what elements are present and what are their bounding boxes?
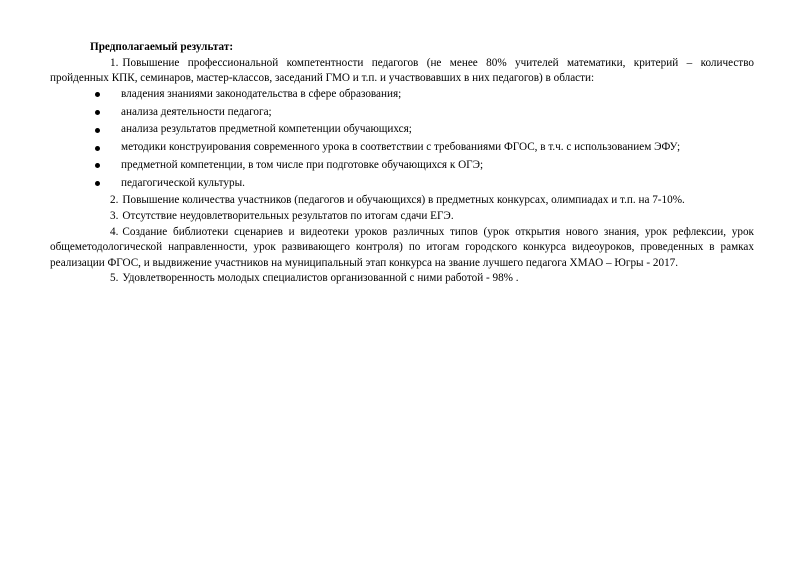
list-item-text: педагогической культуры. bbox=[121, 176, 245, 189]
item-text: Повышение количества участников (педагогов и обучающихся) в предметных конкурсах, олимпиадах и т.п. на 7-10%. bbox=[122, 194, 685, 207]
item-number: 5. bbox=[110, 272, 119, 285]
item-number: 4. bbox=[110, 225, 119, 238]
list-item bbox=[95, 87, 754, 103]
list-item bbox=[95, 140, 754, 156]
item-text: Создание библиотеки сценариев и видеотеки уроков различных типов (урок открытия нового знания, урок рефлексии, урок общеметодологической направленности, урок развивающего контроля) по итогам городского конкурса видеоуроков, проведенных в рамках реализации ФГОС, и выдвижение участников на муниципальный этап конкурса на звание лучшего педагога ХМАО – Югры - 2017. bbox=[50, 225, 754, 269]
list-item bbox=[95, 158, 754, 174]
list-item bbox=[95, 122, 754, 138]
section-heading: Предполагаемый результат: bbox=[90, 41, 234, 53]
bullet-icon bbox=[95, 110, 100, 115]
result-item-2 bbox=[50, 193, 754, 209]
list-item-text: предметной компетенции, в том числе при подготовке обучающихся к ОГЭ; bbox=[121, 158, 484, 171]
document-page bbox=[50, 40, 754, 287]
result-item-5 bbox=[50, 271, 754, 287]
item-number: 3. bbox=[110, 210, 119, 223]
competence-list bbox=[50, 87, 754, 192]
bullet-icon bbox=[95, 128, 100, 133]
result-item-3 bbox=[50, 209, 754, 225]
bullet-icon bbox=[95, 146, 100, 151]
bullet-icon bbox=[95, 163, 100, 168]
bullet-icon bbox=[95, 181, 100, 186]
item-number: 1. bbox=[110, 56, 119, 69]
item-text: Отсутствие неудовлетворительных результатов по итогам сдачи ЕГЭ. bbox=[122, 210, 454, 223]
list-item-text: анализа деятельности педагога; bbox=[121, 105, 272, 118]
bullet-icon bbox=[95, 92, 100, 97]
list-item-text: анализа результатов предметной компетенции обучающихся; bbox=[121, 123, 412, 136]
list-item bbox=[95, 105, 754, 121]
item-text: Удовлетворенность молодых специалистов организованной с ними работой - 98% . bbox=[122, 272, 519, 285]
list-item-text: методики конструирования современного урока в соответствии с требованиями ФГОС, в т.ч. с использованием ЭФУ; bbox=[121, 141, 681, 154]
list-item bbox=[95, 176, 754, 192]
item-text: Повышение профессиональной компетентности педагогов (не менее 80% учителей математики, критерий – количество пройденных КПК, семинаров, мастер-классов, заседаний ГМО и т.п. и участвовавших в них педагогов) в области: bbox=[50, 56, 754, 85]
list-item-text: владения знаниями законодательства в сфере образования; bbox=[121, 87, 402, 100]
item-number: 2. bbox=[110, 194, 119, 207]
result-item-1 bbox=[50, 56, 754, 87]
result-item-4 bbox=[50, 225, 754, 272]
